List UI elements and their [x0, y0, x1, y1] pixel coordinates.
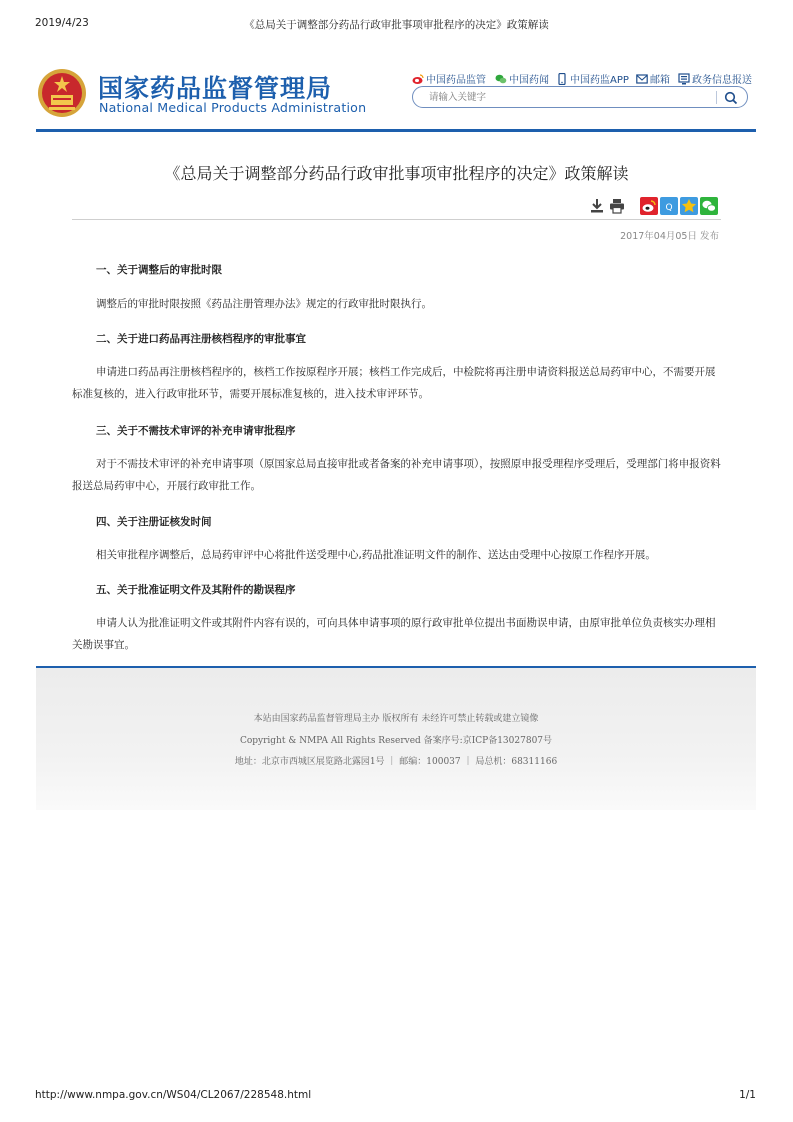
top-links	[412, 71, 757, 87]
top-link-label: 中国药闻	[509, 75, 549, 86]
section-paragraph: 申请进口药品再注册核档程序的，核档工作按原程序开展；核档工作完成后，中检院将再注册申请资料报送总局药审中心，不需要开展标准复核的，进入行政审批环节，需要开展标准复核的，进入技术审评环节。	[72, 366, 716, 400]
article-title: 《总局关于调整部分药品行政审批事项审批程序的决定》政策解读	[164, 164, 629, 183]
wechat-icon	[495, 73, 507, 85]
search-input[interactable]	[429, 89, 709, 105]
top-link-mail[interactable]	[636, 71, 670, 86]
site-name-cn[interactable]: 国家药品监督管理局	[98, 74, 333, 103]
section-paragraph: 对于不需技术审评的补充申请事项（原国家总局直接审批或者备案的补充申请事项），按照原申报受理程序受理后，受理部门将申报资料报送总局药审中心，开展行政审批工作。	[72, 458, 721, 492]
share-tencent-icon[interactable]	[660, 197, 678, 215]
svg-text:Q: Q	[665, 203, 673, 213]
report-icon	[678, 73, 690, 85]
share-weibo-icon[interactable]	[640, 197, 658, 215]
print-header	[0, 17, 793, 31]
top-link-label: 中国药品监管	[426, 75, 486, 86]
header-divider	[36, 129, 756, 132]
top-link-label: 中国药监APP	[570, 75, 629, 86]
top-link-wechat[interactable]	[495, 71, 549, 86]
national-emblem-icon[interactable]	[37, 68, 87, 118]
share-wechat-icon[interactable]	[700, 197, 718, 215]
print-url: http://www.nmpa.gov.cn/WS04/CL2067/228548.html	[35, 1089, 312, 1101]
top-link-app[interactable]	[556, 71, 629, 86]
share-qzone-icon[interactable]	[680, 197, 698, 215]
print-page-number: 1/1	[739, 1089, 756, 1101]
top-link-weibo[interactable]	[412, 71, 486, 86]
section-heading: 四、关于注册证核发时间	[96, 516, 212, 528]
section-heading: 一、关于调整后的审批时限	[96, 264, 222, 276]
weibo-icon	[412, 73, 424, 85]
search-divider	[716, 91, 717, 104]
search-icon[interactable]	[723, 90, 739, 106]
section-paragraph: 相关审批程序调整后，总局药审评中心将批件送受理中心,药品批准证明文件的制作、送达由受理中心按原工作程序开展。	[96, 549, 656, 561]
top-link-label: 邮箱	[650, 75, 670, 86]
section-heading: 三、关于不需技术审评的补充申请审批程序	[96, 425, 296, 437]
footer-copyright-en: Copyright & NMPA All Rights Reserved 备案序号:京ICP备13027807号	[239, 736, 553, 746]
section-heading: 二、关于进口药品再注册核档程序的审批事宜	[96, 333, 306, 345]
mail-icon	[636, 73, 648, 85]
print-icon[interactable]	[609, 198, 625, 214]
search-bar	[412, 86, 748, 108]
footer-address: 地址：北京市西城区展览路北露园1号 ｜ 邮编：100037 ｜ 局总机：68311166	[234, 757, 558, 767]
footer-copyright-cn: 本站由国家药品监督管理局主办 版权所有 未经许可禁止转载或建立镜像	[253, 714, 539, 724]
top-link-label: 政务信息报送	[692, 75, 752, 86]
download-icon[interactable]	[589, 198, 605, 214]
title-divider	[72, 219, 721, 220]
print-date: 2019/4/23	[35, 17, 89, 29]
section-paragraph: 申请人认为批准证明文件或其附件内容有误的，可向具体申请事项的原行政审批单位提出书面勘误申请，由原审批单位负责核实办理相关勘误事宜。	[72, 617, 716, 651]
publish-date: 2017年04月05日 发布	[620, 231, 719, 242]
site-footer	[36, 668, 756, 810]
site-name-en[interactable]: National Medical Products Administration	[99, 100, 367, 115]
section-paragraph: 调整后的审批时限按照《药品注册管理办法》规定的行政审批时限执行。	[96, 298, 432, 310]
phone-icon	[556, 73, 568, 85]
section-heading: 五、关于批准证明文件及其附件的勘误程序	[96, 584, 296, 596]
print-title: 《总局关于调整部分药品行政审批事项审批程序的决定》政策解读	[244, 19, 549, 31]
top-link-report[interactable]	[678, 71, 752, 86]
